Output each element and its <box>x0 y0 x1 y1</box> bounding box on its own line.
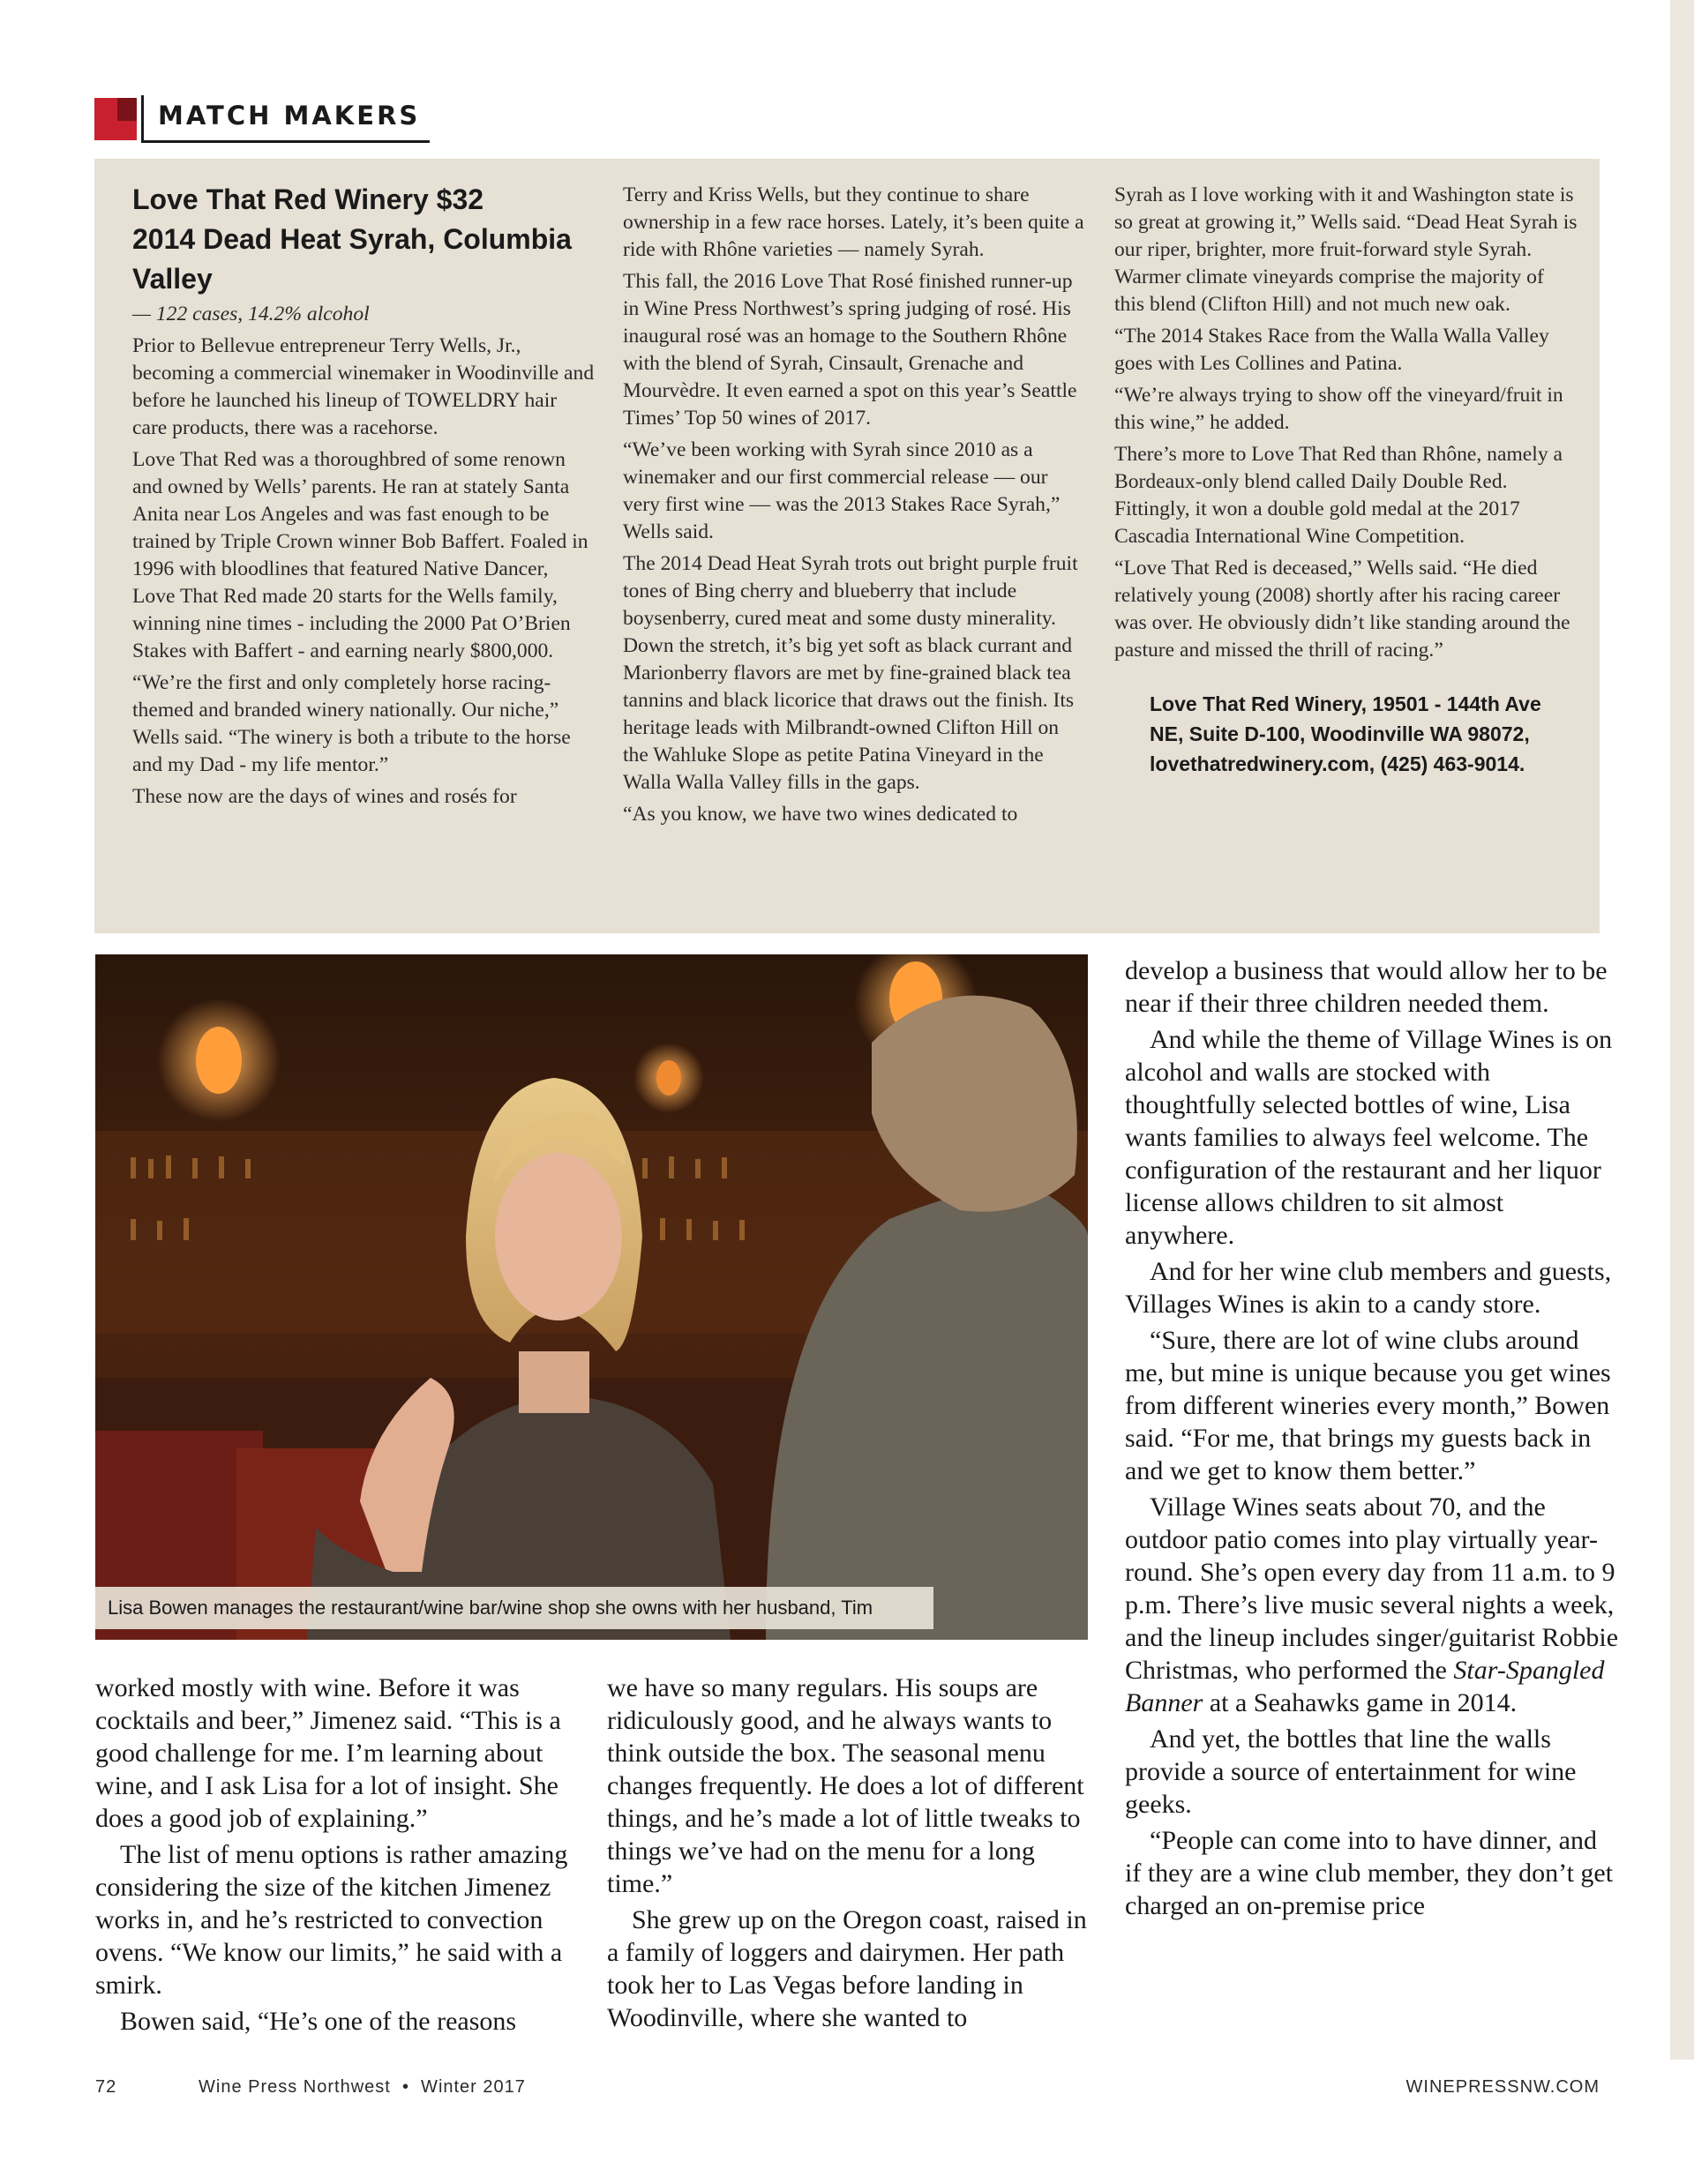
article-paragraph: “Sure, there are lot of wine clubs around me, but mine is unique because you get wines from different wineries every month,” Bowen said. “For me, that brings my guests back in and we get to know them better.” <box>1125 1326 1611 1485</box>
sidebar-paragraph: This fall, the 2016 Love That Rosé finished runner-up in Wine Press Northwest’s spring judging of rosé. His inaugural rosé was an homage to the Southern Rhône with the blend of Syrah, Cinsault, Grenache and Mourvèdre. It even earned a spot on this year’s Seattle Times’ Top 50 wines of 2017. <box>623 270 1077 430</box>
section-title: MATCH MAKERS <box>158 101 421 131</box>
sidebar-column-2 <box>623 182 1086 833</box>
wine-subtitle: — 122 cases, 14.2% alcohol <box>132 303 370 325</box>
article-column-bottom-left <box>95 1672 576 2038</box>
sidebar-paragraph: Love That Red was a thoroughbred of some renown and owned by Wells’ parents. He ran at stately Santa Anita near Los Angeles and was fast enough to be trained by Triple Crown winner Bob Baffert. Foaled in 1996 with bloodlines that featured Native Dancer, Love That Red made 20 starts for the Wells family, winning nine times - including the 2000 Pat O’Brien Stakes with Baffert - and earning nearly $800,000. <box>132 448 588 662</box>
restaurant-photo-illustration <box>95 954 1088 1640</box>
article-paragraph: “People can come into to have dinner, and if they are a wine club member, they don’t get charged an on-premise price <box>1125 1826 1614 1920</box>
sidebar-paragraph: Terry and Kriss Wells, but they continue to share ownership in a few race horses. Lately, it’s been quite a ride with Rhône varieties — namely Syrah. <box>623 183 1084 261</box>
sidebar-paragraph: “The 2014 Stakes Race from the Walla Walla Valley goes with Les Collines and Patina. <box>1114 325 1549 375</box>
article-paragraph: And for her wine club members and guests, Villages Wines is akin to a candy store. <box>1125 1257 1612 1319</box>
article-text: at a Seahawks game in 2014. <box>1203 1688 1518 1717</box>
page-number: 72 <box>95 2077 117 2097</box>
section-divider <box>141 95 144 143</box>
article-paragraph: The list of menu options is rather amazing considering the size of the kitchen Jimenez works in, and he’s restricted to convection ovens. “We know our limits,” he said with a smirk. <box>95 1840 568 2000</box>
sidebar-paragraph: “As you know, we have two wines dedicated to <box>623 803 1018 826</box>
article-paragraph: develop a business that would allow her to be near if their three children needed them. <box>1125 956 1608 1018</box>
article-paragraph: Bowen said, “He’s one of the reasons <box>120 2007 517 2036</box>
article-paragraph: we have so many regulars. His soups are ridiculously good, and he always wants to think outside the box. The seasonal menu changes frequently. He does a lot of different things, and he’s made a lot of little tweaks to things we’ve had on the menu for a long time.” <box>607 1673 1084 1898</box>
wine-title-line-2: 2014 Dead Heat Syrah, Columbia <box>132 223 572 255</box>
article-photo <box>95 954 1088 1640</box>
article-column-right <box>1125 954 1619 1922</box>
sidebar-paragraph: “We’re always trying to show off the vineyard/fruit in this wine,” he added. <box>1114 384 1563 434</box>
sidebar-paragraph: “Love That Red is deceased,” Wells said. “He died relatively young (2008) shortly after his racing career was over. He obviously didn’t like standing around the pasture and missed the thrill of racing.” <box>1114 557 1570 662</box>
publication-info: Wine Press Northwest • Winter 2017 <box>199 2077 526 2097</box>
song-title: Star-Spangled Banner <box>1125 1656 1605 1717</box>
sidebar-paragraph: “We’re the first and only completely horse racing-themed and branded winery nationally. Our niche,” Wells said. “The winery is both a tribute to the horse and my Dad - my life mentor.” <box>132 671 571 776</box>
article-paragraph: And yet, the bottles that line the walls provide a source of entertainment for wine geeks. <box>1125 1724 1577 1819</box>
sidebar-paragraph: Prior to Bellevue entrepreneur Terry Wells, Jr., becoming a commercial winemaker in Woodinville and before he launched his lineup of TOWELDRY hair care products, there was a racehorse. <box>132 334 595 439</box>
sidebar-paragraph: These now are the days of wines and rosés for <box>132 785 517 808</box>
sidebar-paragraph: The 2014 Dead Heat Syrah trots out bright purple fruit tones of Bing cherry and blueberry that include boysenberry, cured meat and some dusty minerality. Down the stretch, it’s big yet soft as black currant and Marionberry flavors are met by fine-grained black tea tannins and black licorice that draws out the finish. Its heritage leads with Milbrandt-owned Clifton Hill on the Wahluke Slope as petite Patina Vineyard in the Walla Walla Valley fills in the gaps. <box>623 552 1078 794</box>
sidebar-column-1 <box>132 182 596 815</box>
sidebar-column-3 <box>1114 182 1578 783</box>
article-paragraph <box>1125 1491 1619 1719</box>
section-header <box>94 95 430 143</box>
article-paragraph: worked mostly with wine. Before it was cocktails and beer,” Jimenez said. “This is a good challenge for me. I’m learning about wine, and I ask Lisa for a lot of insight. She does a good job of explaining.” <box>95 1673 561 1833</box>
article-paragraph: And while the theme of Village Wines is on alcohol and walls are stocked with thoughtfully selected bottles of wine, Lisa wants families to always feel welcome. The configuration of the restaurant and her liquor license allows children to sit almost anywhere. <box>1125 1025 1613 1250</box>
article-text: Village Wines seats about 70, and the outdoor patio comes into play virtually year-round. She’s open every day from 11 a.m. to 9 p.m. There’s live music several nights a week, and the lineup includes singer/guitarist Robbie Christmas, who performed the <box>1125 1492 1619 1685</box>
article-column-bottom-middle <box>607 1672 1088 2034</box>
article-paragraph: She grew up on the Oregon coast, raised in a family of loggers and dairymen. Her path took her to Las Vegas before landing in Woodinville, where she wanted to <box>607 1905 1087 2032</box>
sidebar-paragraph: There’s more to Love That Red than Rhône, namely a Bordeaux-only blend called Daily Double Red. Fittingly, it won a double gold medal at the 2017 Cascadia International Wine Competition. <box>1114 443 1563 548</box>
sidebar-paragraph: “We’ve been working with Syrah since 2010 as a winemaker and our first commercial release — our very first wine — was the 2013 Stakes Race Syrah,” Wells said. <box>623 438 1061 543</box>
sidebar-paragraph: Syrah as I love working with it and Washington state is so great at growing it,” Wells said. “Dead Heat Syrah is our riper, brighter, more fruit-forward style Syrah. Warmer climate vineyards comprise the majority of this blend (Clifton Hill) and not much new oak. <box>1114 183 1578 316</box>
winery-contact: Love That Red Winery, 19501 - 144th Ave NE, Suite D-100, Woodinville WA 98072, lovethatredwinery.com, (425) 463-9014. <box>1150 692 1541 775</box>
photo-caption: Lisa Bowen manages the restaurant/wine bar/wine shop she owns with her husband, Tim <box>95 1587 933 1629</box>
wine-title-line-3: Valley <box>132 263 213 295</box>
page-edge-strip <box>1670 0 1694 2060</box>
section-underline <box>144 140 430 143</box>
wine-title-line-1: Love That Red Winery $32 <box>132 183 484 215</box>
section-logo-inner-square <box>117 98 137 121</box>
website-url: WINEPRESSNW.COM <box>1405 2077 1600 2097</box>
